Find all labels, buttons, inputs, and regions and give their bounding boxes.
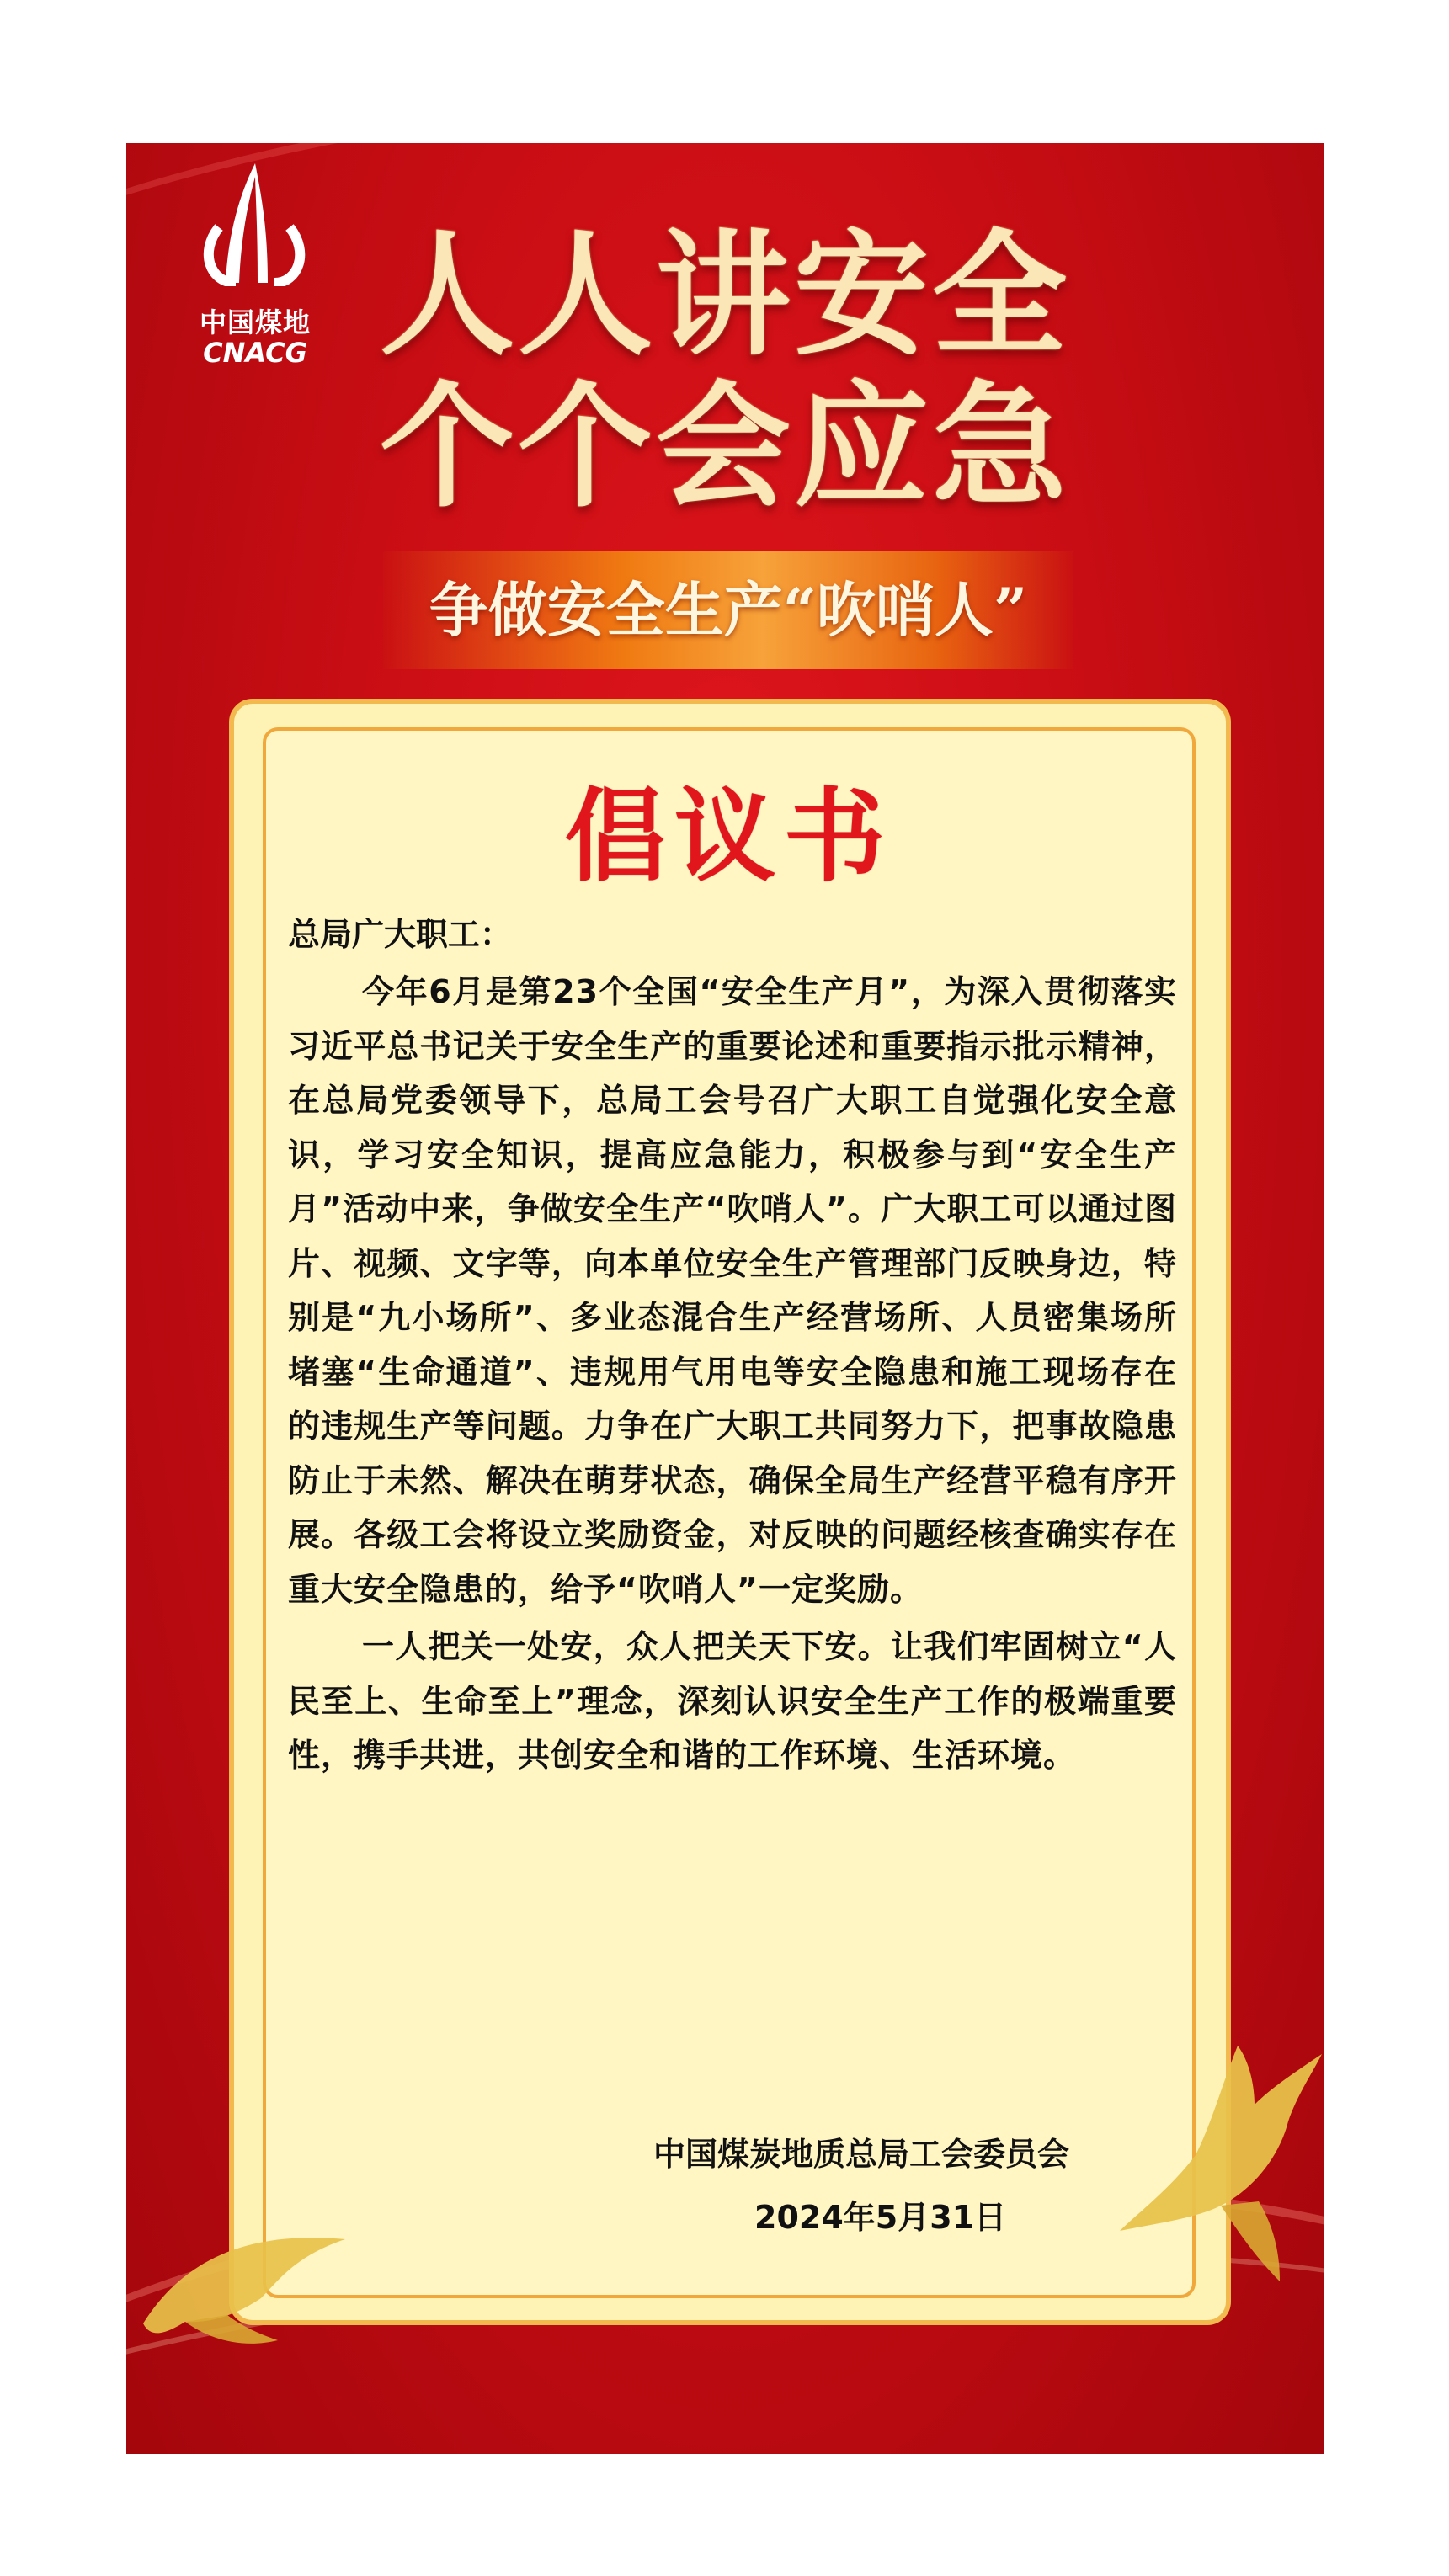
- letter-frame: [229, 699, 1231, 2325]
- logo-name-cn: 中国煤地: [199, 306, 311, 338]
- letter-body: [288, 907, 1177, 1783]
- title-line-1: 人人讲安全: [379, 216, 1070, 374]
- peace-dove-icon: [1111, 2037, 1324, 2290]
- date: 2024年5月31日: [754, 2199, 1007, 2236]
- logo-name-en: CNACG: [203, 337, 307, 369]
- signature: 中国煤炭地质总局工会委员会: [653, 2136, 1070, 2173]
- peace-dove-icon: [135, 2222, 354, 2357]
- salutation: 总局广大职工：: [288, 916, 513, 953]
- letter-panel: [263, 727, 1196, 2298]
- subtitle: 争做安全生产“吹哨人”: [429, 575, 1028, 645]
- title-line-2: 个个会应急: [379, 367, 1070, 525]
- letter-heading: 倡议书: [565, 777, 893, 896]
- poster: [126, 143, 1324, 2454]
- paragraph: 今年6月是第23个全国“安全生产月”，为深入贯彻落实习近平总书记关于安全生产的重要论述和重要指示批示精神，在总局党委领导下，总局工会号召广大职工自觉强化安全意识，学习安全知识，提高应急能力，积极参与到“安全生产月”活动中来，争做安全生产“吹哨人”。广大职工可以通过图片、视频、文字等，向本单位安全生产管理部门反映身边，特别是“九小场所”、多业态混合生产经营场所、人员密集场所堵塞“生命通道”、违规用气用电等安全隐患和施工现场存在的违规生产等问题。力争在广大职工共同努力下，把事故隐患防止于未然、解决在萌芽状态，确保全局生产经营平稳有序开展。各级工会将设立奖励资金，对反映的问题经核查确实存在重大安全隐患的，给予“吹哨人”一定奖励。: [288, 973, 1177, 1608]
- paragraph: 一人把关一处安，众人把关天下安。让我们牢固树立“人民至上、生命至上”理念，深刻认识安全生产工作的极端重要性，携手共进，共创安全和谐的工作环境、生活环境。: [288, 1628, 1177, 1774]
- subtitle-banner: [383, 551, 1073, 669]
